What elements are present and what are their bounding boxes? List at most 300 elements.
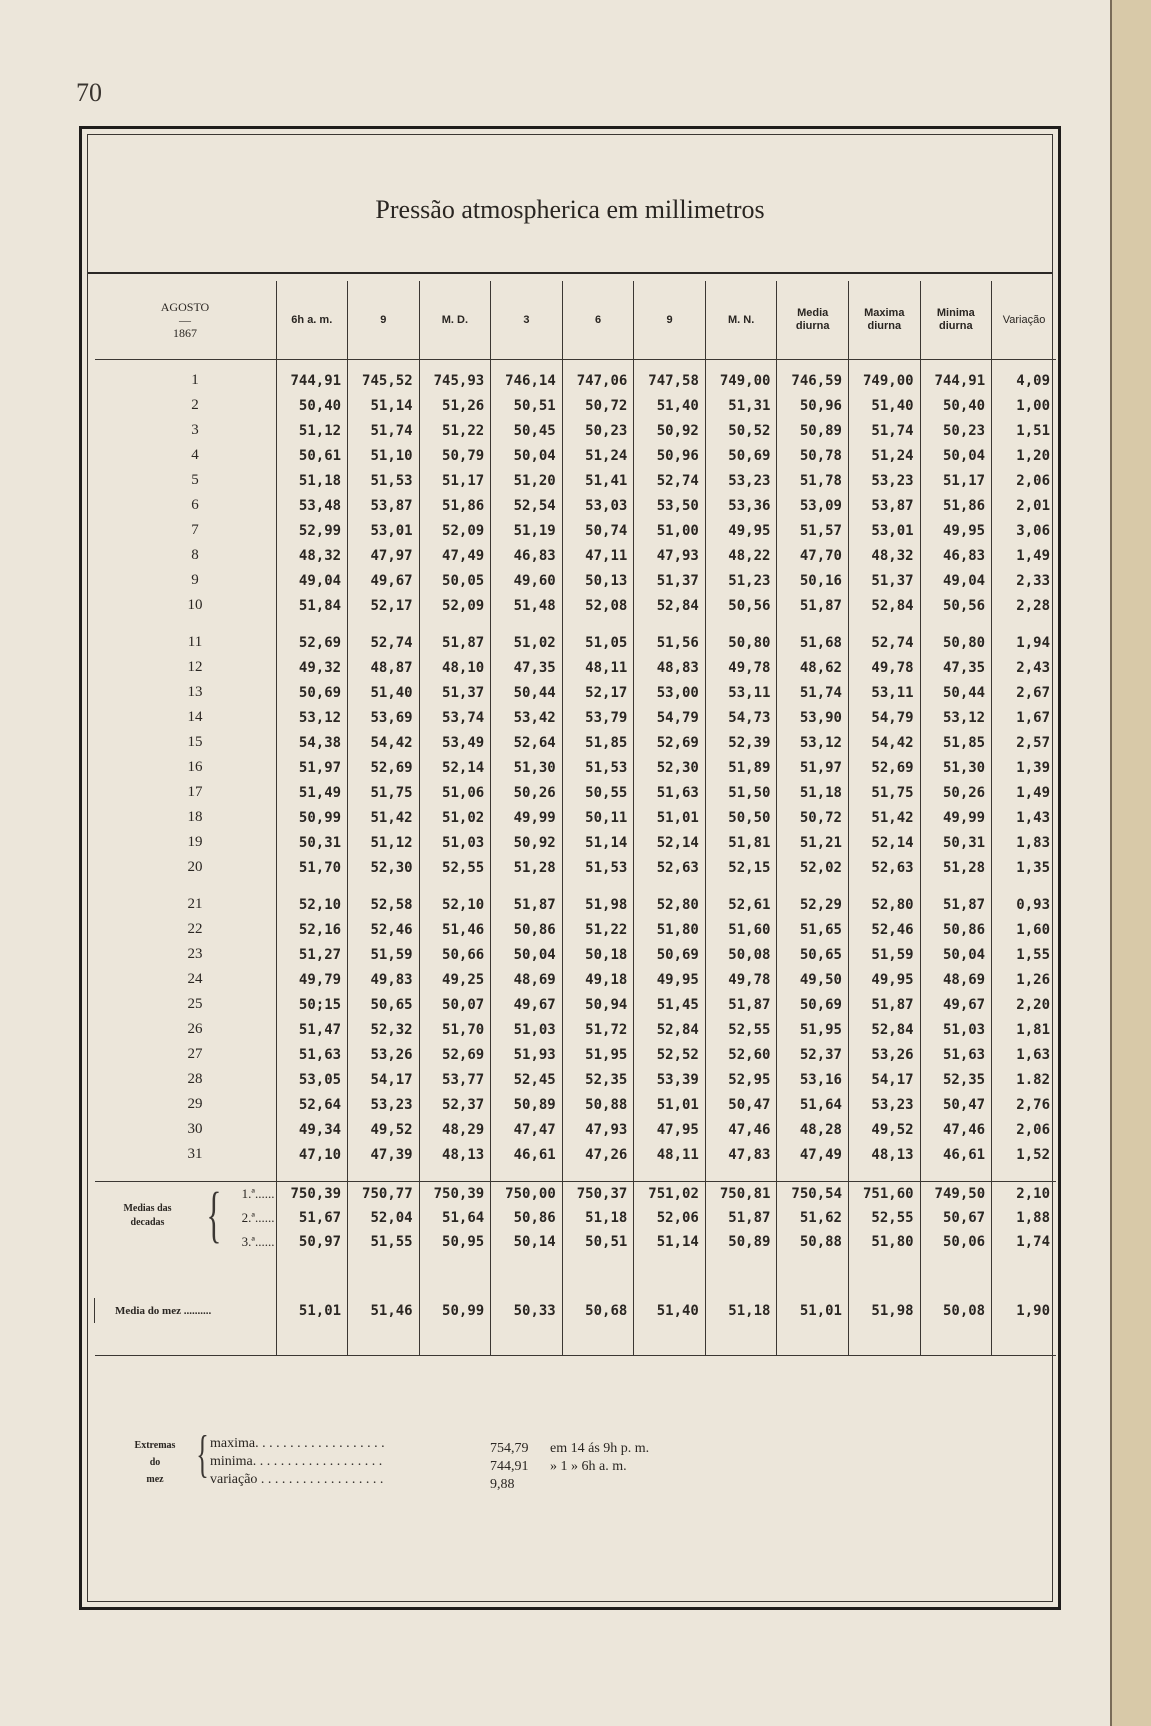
pressure-cell: 47,93 [634,543,706,568]
pressure-cell: 51,40 [634,393,706,418]
pressure-cell: 46,61 [920,1142,992,1167]
pressure-cell: 51,87 [849,992,921,1017]
pressure-cell: 49,99 [920,805,992,830]
pressure-cell: 51,87 [920,892,992,917]
pressure-cell: 53,12 [276,705,348,730]
day-number: 22 [187,921,203,937]
pressure-cell: 52,63 [849,855,921,880]
table-row [95,805,1057,830]
pressure-cell: 747,06 [562,360,634,394]
pressure-cell: 52,55 [705,1017,777,1042]
pressure-cell: 53,48 [276,493,348,518]
pressure-cell: 53,09 [777,493,849,518]
section-divider [95,1167,1057,1182]
pressure-cell: 51,63 [634,780,706,805]
tail-cell [491,1323,563,1356]
pressure-cell: 53,12 [920,705,992,730]
pressure-cell: 744,91 [920,360,992,394]
pressure-cell: 51,50 [705,780,777,805]
decada-row [95,1182,1057,1207]
pressure-cell: 54,79 [849,705,921,730]
pressure-cell: 746,59 [777,360,849,394]
pressure-cell: 51,70 [276,855,348,880]
pressure-cell: 49,60 [491,568,563,593]
pressure-cell: 51,68 [777,630,849,655]
pressure-cell: 53,39 [634,1067,706,1092]
pressure-cell: 49,78 [705,967,777,992]
decada-cell: 750,54 [777,1182,849,1207]
pressure-cell: 52,69 [348,755,420,780]
pressure-cell: 1,49 [992,780,1056,805]
pressure-cell: 49,04 [920,568,992,593]
extremas-row [210,1471,690,1492]
gap-cell [491,880,563,892]
year-label: 1867 [173,325,197,340]
pressure-cell: 53,23 [849,468,921,493]
pressure-cell: 50,61 [276,443,348,468]
pressure-cell: 749,00 [705,360,777,394]
group-gap [95,880,1057,892]
pressure-cell: 53,16 [777,1067,849,1092]
pressure-cell: 746,14 [491,360,563,394]
pressure-cell: 50,56 [920,593,992,618]
decada-cell: 751,60 [849,1182,921,1207]
divider-cell [348,1167,420,1182]
pressure-cell: 50,80 [920,630,992,655]
pressure-cell: 53,11 [705,680,777,705]
decada-row [95,1206,1057,1230]
pressure-cell: 51,74 [348,418,420,443]
pressure-cell: 2,20 [992,992,1056,1017]
pressure-cell: 1,83 [992,830,1056,855]
pressure-cell: 49,52 [849,1117,921,1142]
pressure-cell: 52,37 [777,1042,849,1067]
pressure-cell: 51,47 [276,1017,348,1042]
brace-icon: { [205,1181,221,1249]
pressure-cell: 53,90 [777,705,849,730]
spacer-cell [491,1254,563,1298]
pressure-cell: 51,03 [491,1017,563,1042]
pressure-cell: 51,87 [777,593,849,618]
pressure-cell: 49,78 [705,655,777,680]
pressure-cell: 51,03 [419,830,491,855]
decada-ordinal: 1.ª...... [241,1186,275,1201]
pressure-cell: 51,17 [419,468,491,493]
pressure-cell: 51,01 [634,1092,706,1117]
pressure-cell: 54,17 [849,1067,921,1092]
decada-ordinal: 2.ª...... [241,1210,275,1225]
column-header: Media diurna [777,281,849,360]
extremas-caption [124,1437,186,1488]
pressure-cell: 52,58 [348,892,420,917]
pressure-cell: 2,33 [992,568,1056,593]
pressure-cell: 51,28 [920,855,992,880]
pressure-cell: 50,26 [491,780,563,805]
pressure-cell: 51,37 [849,568,921,593]
pressure-cell: 747,58 [634,360,706,394]
pressure-cell: 51,12 [348,830,420,855]
pressure-cell: 51,28 [491,855,563,880]
day-number: 26 [187,1021,203,1037]
pressure-cell: 51,02 [419,805,491,830]
pressure-cell: 48,28 [777,1117,849,1142]
pressure-cell: 51,97 [777,755,849,780]
adjacent-page-edge [1110,0,1151,1726]
group-gap [95,618,1057,630]
pressure-cell: 51,01 [634,805,706,830]
media-mez-cell: 51,01 [777,1298,849,1323]
extremas-label: minima. . . . . . . . . . . . . . . . . . . [210,1454,383,1469]
pressure-cell: 53,03 [562,493,634,518]
decada-cell: 50,06 [920,1230,992,1254]
pressure-cell: 50,74 [562,518,634,543]
pressure-cell: 48,87 [348,655,420,680]
pressure-cell: 47,97 [348,543,420,568]
pressure-cell: 52,37 [419,1092,491,1117]
pressure-cell: 51,80 [634,917,706,942]
day-number: 8 [191,547,199,563]
pressure-cell: 51,63 [920,1042,992,1067]
pressure-cell: 51,72 [562,1017,634,1042]
pressure-cell: 52,15 [705,855,777,880]
table-row [95,705,1057,730]
table-row [95,942,1057,967]
pressure-cell: 51,22 [562,917,634,942]
table-row [95,917,1057,942]
pressure-cell: 1,43 [992,805,1056,830]
decadas-caption-line: Medias das [123,1203,172,1214]
header-row [95,281,1057,360]
pressure-cell: 47,46 [705,1117,777,1142]
pressure-cell: 52,69 [634,730,706,755]
decada-cell: 749,50 [920,1182,992,1207]
pressure-cell: 51,74 [849,418,921,443]
pressure-cell: 2,28 [992,593,1056,618]
day-number: 12 [187,659,203,675]
pressure-cell: 50,44 [491,680,563,705]
pressure-cell: 51,12 [276,418,348,443]
pressure-cell: 50,80 [705,630,777,655]
day-number: 19 [187,834,203,850]
divider-cell [276,1167,348,1182]
pressure-cell: 50,69 [777,992,849,1017]
pressure-cell: 53,42 [491,705,563,730]
extremas-value: 754,79 [490,1441,529,1456]
gap-cell [276,618,348,630]
pressure-cell: 46,83 [491,543,563,568]
pressure-cell: 52,74 [348,630,420,655]
spacer-cell [634,1254,706,1298]
pressure-cell: 51,17 [920,468,992,493]
pressure-cell: 48,13 [419,1142,491,1167]
divider-cell [705,1167,777,1182]
pressure-cell: 52,46 [348,917,420,942]
media-mez-cell: 51,01 [276,1298,348,1323]
pressure-cell: 49,25 [419,967,491,992]
tail-cell [849,1323,921,1356]
pressure-cell: 51,60 [705,917,777,942]
pressure-cell: 48,11 [634,1142,706,1167]
media-mez-cell: 50,08 [920,1298,992,1323]
pressure-cell: 50,56 [705,593,777,618]
pressure-cell: 51,98 [562,892,634,917]
pressure-cell: 46,83 [920,543,992,568]
pressure-cell: 53,77 [419,1067,491,1092]
pressure-cell: 53,00 [634,680,706,705]
decada-cell: 750,81 [705,1182,777,1207]
pressure-cell: 52,17 [348,593,420,618]
pressure-cell: 49,32 [276,655,348,680]
pressure-cell: 51,70 [419,1017,491,1042]
decada-cell: 50,14 [491,1230,563,1254]
pressure-cell: 1,81 [992,1017,1056,1042]
pressure-cell: 48,62 [777,655,849,680]
pressure-cell: 52,69 [849,755,921,780]
pressure-cell: 51,84 [276,593,348,618]
pressure-cell: 52,46 [849,917,921,942]
pressure-cell: 50,26 [920,780,992,805]
pressure-cell: 48,11 [562,655,634,680]
media-mez-cell: 1,90 [992,1298,1056,1323]
pressure-cell: 50;15 [276,992,348,1017]
extremas-desc: em 14 ás 9h p. m. [550,1441,650,1456]
media-mez-cell: 51,98 [849,1298,921,1323]
pressure-cell: 51,64 [777,1092,849,1117]
pressure-cell: 51,87 [419,630,491,655]
pressure-cell: 49,83 [348,967,420,992]
extremas-label: maxima. . . . . . . . . . . . . . . . . . . [210,1436,385,1451]
spacer-cell [95,1254,277,1298]
month-label: AGOSTO [160,299,210,314]
pressure-cell: 53,87 [849,493,921,518]
extremas-value: 744,91 [490,1459,529,1474]
day-number: 18 [187,809,203,825]
pressure-cell: 51,78 [777,468,849,493]
decada-cell: 750,00 [491,1182,563,1207]
table-row [95,1067,1057,1092]
page-number: 70 [76,78,102,107]
pressure-table [94,281,1056,1356]
pressure-cell: 52,30 [634,755,706,780]
table-row [95,543,1057,568]
pressure-cell: 50,04 [920,942,992,967]
day-number: 13 [187,684,203,700]
pressure-cell: 50,18 [562,942,634,967]
pressure-cell: 50,16 [777,568,849,593]
pressure-cell: 1.82 [992,1067,1056,1092]
decada-cell: 51,67 [276,1206,348,1230]
column-header: M. N. [705,281,777,360]
table-frame [79,126,1061,1610]
gap-cell [992,880,1056,892]
pressure-cell: 54,17 [348,1067,420,1092]
pressure-cell: 53,23 [849,1092,921,1117]
pressure-cell: 50,65 [777,942,849,967]
pressure-cell: 50,55 [562,780,634,805]
table-row [95,1042,1057,1067]
decada-cell: 52,04 [348,1206,420,1230]
pressure-cell: 51,63 [276,1042,348,1067]
pressure-cell: 51,21 [777,830,849,855]
pressure-cell: 51,57 [777,518,849,543]
pressure-cell: 52,14 [849,830,921,855]
table-row [95,393,1057,418]
pressure-cell: 50,72 [562,393,634,418]
gap-cell [920,880,992,892]
table-row [95,730,1057,755]
day-number: 2 [191,397,199,413]
pressure-cell: 48,32 [276,543,348,568]
pressure-cell: 1,52 [992,1142,1056,1167]
pressure-cell: 51,85 [920,730,992,755]
pressure-cell: 52,08 [562,593,634,618]
gap-cell [705,880,777,892]
month-dash: — [179,312,191,327]
pressure-cell: 47,26 [562,1142,634,1167]
pressure-cell: 4,09 [992,360,1056,394]
pressure-cell: 53,11 [849,680,921,705]
decada-cell: 50,67 [920,1206,992,1230]
gap-cell [419,618,491,630]
pressure-cell: 52,09 [419,518,491,543]
pressure-cell: 52,10 [276,892,348,917]
gap-cell [419,880,491,892]
table-row [95,680,1057,705]
pressure-cell: 51,87 [491,892,563,917]
day-number: 24 [187,971,203,987]
pressure-cell: 51,03 [920,1017,992,1042]
pressure-cell: 51,14 [562,830,634,855]
pressure-cell: 51,18 [777,780,849,805]
pressure-cell: 50,45 [491,418,563,443]
table-row [95,1117,1057,1142]
pressure-cell: 51,41 [562,468,634,493]
spacer-cell [992,1254,1056,1298]
pressure-cell: 49,67 [491,992,563,1017]
pressure-cell: 49,04 [276,568,348,593]
pressure-cell: 48,69 [920,967,992,992]
pressure-cell: 51,14 [348,393,420,418]
pressure-cell: 54,42 [348,730,420,755]
pressure-cell: 53,36 [705,493,777,518]
spacer-cell [777,1254,849,1298]
pressure-cell: 53,01 [849,518,921,543]
pressure-cell: 49,34 [276,1117,348,1142]
pressure-cell: 50,51 [491,393,563,418]
pressure-cell: 51,46 [419,917,491,942]
extremas-value: 9,88 [490,1477,515,1492]
pressure-cell: 48,83 [634,655,706,680]
divider-cell [562,1167,634,1182]
divider-cell [777,1167,849,1182]
pressure-cell: 53,74 [419,705,491,730]
pressure-cell: 51,23 [705,568,777,593]
gap-cell [992,618,1056,630]
pressure-cell: 49,67 [348,568,420,593]
pressure-cell: 53,79 [562,705,634,730]
pressure-cell: 52,10 [419,892,491,917]
gap-cell [777,618,849,630]
pressure-cell: 50,23 [562,418,634,443]
decada-cell: 750,37 [562,1182,634,1207]
pressure-cell: 52,02 [777,855,849,880]
table-row [95,468,1057,493]
gap-cell [777,880,849,892]
media-mez-cell: 51,40 [634,1298,706,1323]
extremas-caption-line: mez [146,1474,164,1485]
pressure-cell: 52,95 [705,1067,777,1092]
pressure-cell: 48,32 [849,543,921,568]
pressure-cell: 52,17 [562,680,634,705]
pressure-cell: 49,52 [348,1117,420,1142]
decada-cell: 51,55 [348,1230,420,1254]
tail-row [95,1323,1057,1356]
decada-cell: 51,87 [705,1206,777,1230]
pressure-cell: 50,79 [419,443,491,468]
decada-cell: 50,51 [562,1230,634,1254]
pressure-cell: 50,99 [276,805,348,830]
brace-icon: { [196,1426,209,1483]
pressure-cell: 51,86 [419,493,491,518]
pressure-cell: 50,05 [419,568,491,593]
pressure-cell: 51,75 [348,780,420,805]
pressure-cell: 47,49 [419,543,491,568]
pressure-cell: 50,07 [419,992,491,1017]
table-row [95,992,1057,1017]
pressure-cell: 47,35 [920,655,992,680]
pressure-cell: 50,66 [419,942,491,967]
extremas-row [210,1453,690,1474]
pressure-cell: 52,14 [419,755,491,780]
decada-label-cell [95,1230,277,1254]
decada-cell: 750,39 [419,1182,491,1207]
day-number: 23 [187,946,203,962]
tail-cell [419,1323,491,1356]
divider-cell [920,1167,992,1182]
pressure-cell: 50,31 [920,830,992,855]
media-mez-cell: 50,99 [419,1298,491,1323]
pressure-cell: 51,85 [562,730,634,755]
pressure-cell: 1,51 [992,418,1056,443]
pressure-cell: 51,89 [705,755,777,780]
day-number: 6 [191,497,199,513]
pressure-cell: 50,13 [562,568,634,593]
pressure-cell: 49,50 [777,967,849,992]
pressure-cell: 3,06 [992,518,1056,543]
pressure-cell: 51,45 [634,992,706,1017]
tail-cell [777,1323,849,1356]
pressure-cell: 53,23 [348,1092,420,1117]
pressure-cell: 51,31 [705,393,777,418]
column-header: Variação [992,281,1056,360]
gap-cell [634,618,706,630]
decada-row [95,1230,1057,1254]
pressure-cell: 50,96 [634,443,706,468]
pressure-cell: 52,35 [562,1067,634,1092]
pressure-cell: 50,89 [777,418,849,443]
pressure-cell: 1,20 [992,443,1056,468]
pressure-cell: 51,65 [777,917,849,942]
pressure-cell: 52,84 [634,1017,706,1042]
pressure-cell: 52,80 [849,892,921,917]
pressure-cell: 52,39 [705,730,777,755]
pressure-cell: 47,10 [276,1142,348,1167]
pressure-cell: 52,64 [491,730,563,755]
page-title: Pressão atmospherica em millimetros [375,195,765,224]
gap-cell [491,618,563,630]
pressure-cell: 50,94 [562,992,634,1017]
pressure-cell: 52,14 [634,830,706,855]
